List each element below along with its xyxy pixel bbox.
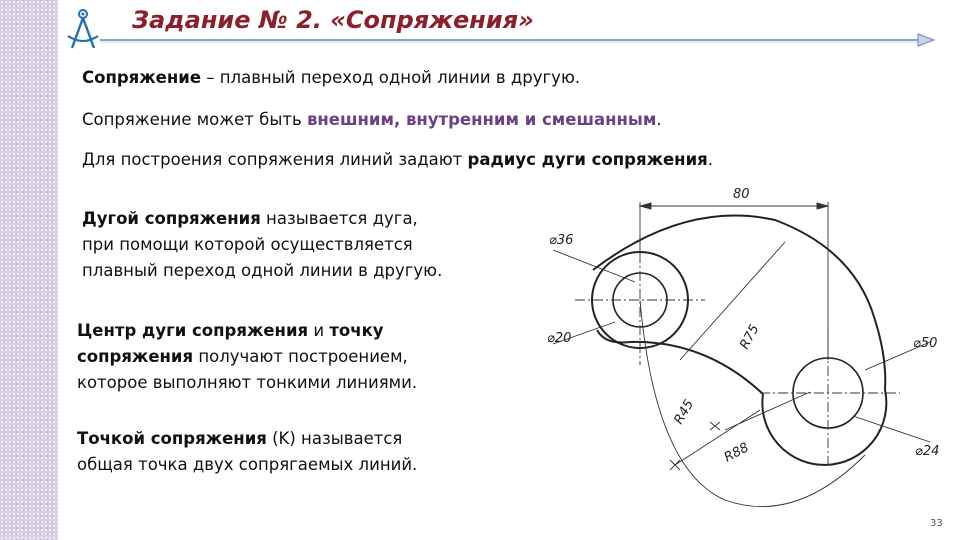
dim-80: 80	[733, 187, 750, 202]
types-prefix: Сопряжение может быть	[82, 110, 307, 129]
tangent-text-1: (K) называется	[266, 429, 403, 448]
radius-prefix: Для построения сопряжения линий задают	[82, 150, 468, 169]
dim-r75: R75	[737, 322, 763, 352]
arc-text-2: при помощи которой осуществляется	[82, 235, 413, 254]
radius-bold: радиус дуги сопряжения	[467, 150, 708, 169]
dim-d36: ⌀36	[549, 233, 574, 248]
types-highlight: внешним, внутренним и смешанным	[306, 110, 657, 129]
compass-icon	[62, 6, 104, 52]
title-underline-arrow	[100, 33, 936, 47]
types-line	[82, 110, 662, 129]
radius-line	[82, 150, 713, 169]
term-bold: Сопряжение	[82, 68, 202, 87]
dim-r45: R45	[671, 397, 698, 427]
dim-d50: ⌀50	[913, 336, 938, 351]
inner-arc-r45	[597, 330, 763, 394]
arc-definition-block	[82, 206, 442, 284]
center-and: и	[308, 321, 330, 340]
arc-term: Дугой сопряжения	[82, 209, 261, 228]
arc-text-3: плавный переход одной линии в другую.	[82, 261, 443, 280]
outer-arc-r75	[593, 216, 885, 390]
center-text-3: которое выполняют тонкими линиями.	[77, 373, 418, 392]
center-text-2: получают построением,	[193, 347, 408, 366]
types-end: .	[656, 110, 662, 129]
center-term: Центр дуги сопряжения	[77, 321, 309, 340]
dim-r88: R88	[721, 440, 752, 466]
tangent-term: Точкой сопряжения	[77, 429, 267, 448]
dim-d20: ⌀20	[547, 331, 572, 346]
conjugation-drawing	[535, 180, 955, 525]
definition-line	[82, 68, 580, 87]
center-definition-block	[77, 318, 417, 396]
definition-text: – плавный переход одной линии в другую.	[201, 68, 581, 87]
point-term-1: точку	[329, 321, 384, 340]
point-term-2: сопряжения	[77, 347, 194, 366]
dim-d24: ⌀24	[915, 444, 940, 459]
decorative-sidebar	[0, 0, 58, 540]
page-number: 33	[930, 518, 943, 529]
page-title: Задание № 2. «Сопряжения»	[132, 6, 534, 34]
radius-end: .	[707, 150, 713, 169]
tangent-point-block	[77, 426, 417, 478]
tangent-text-2: общая точка двух сопрягаемых линий.	[77, 455, 418, 474]
arc-text-1: называется дуга,	[260, 209, 418, 228]
